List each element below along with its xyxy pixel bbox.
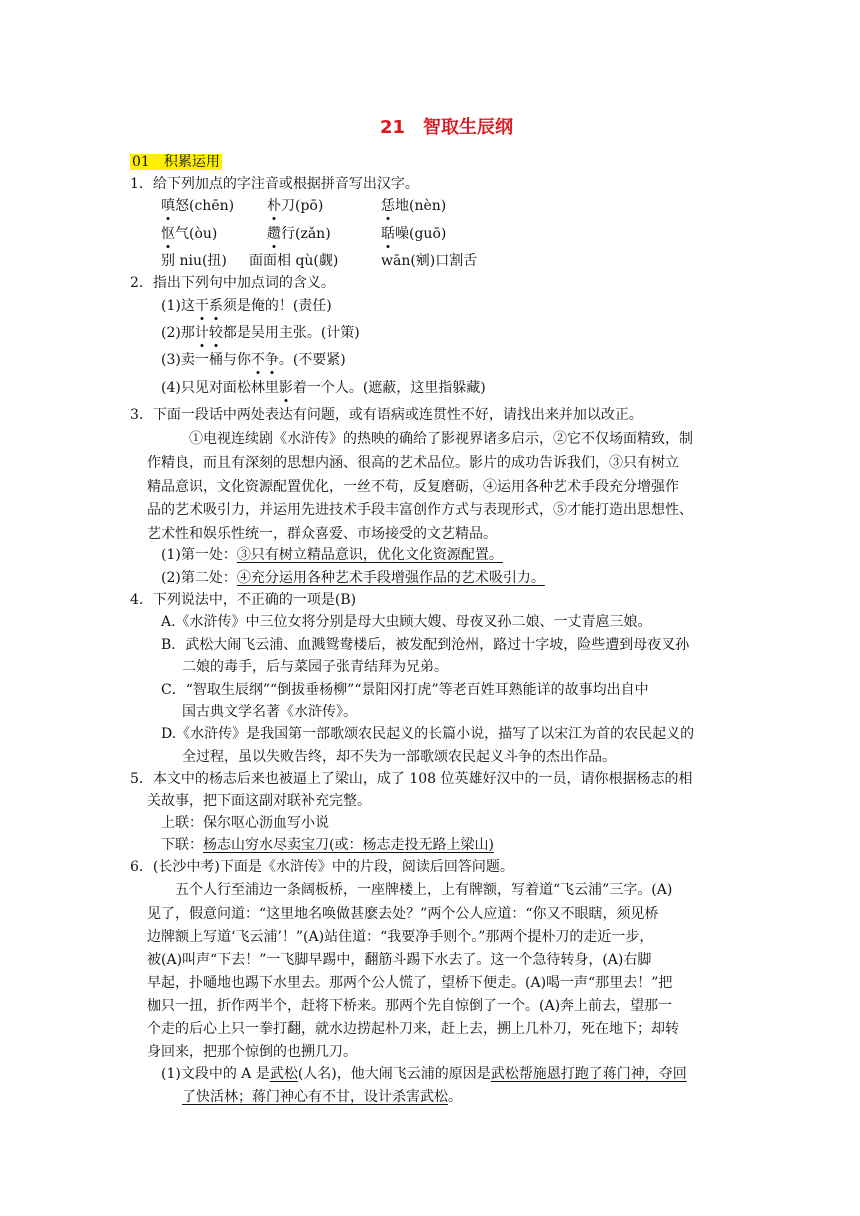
q4-option-a: A.《水浒传》中三位女将分别是母大虫顾大嫂、母夜叉孙二娘、一丈青扈三娘。 [161,614,652,630]
question-6-stem: 6．(长沙中考)下面是《水浒传》中的片段，阅读后回答问题。 [130,859,514,875]
question-5-stem: 5．本文中的杨志后来也被逼上了梁山，成了 108 位英雄好汉中的一员，请你根据杨志的相 [130,771,693,787]
q3-paragraph-line: 品的艺术吸引力，并运用先进技术手段丰富创作方式与表现形式，⑤才能打造出思想性、 [147,502,693,518]
q1-item: wān(剜)口割舌 [381,253,478,269]
q2-item: (1)这干系须是俺的！(责任) [161,298,332,314]
q6-paragraph-line: 边牌额上写道‘飞云浦’！”(A)站住道：“我要净手则个。”那两个提朴刀的走近一步， [147,929,654,945]
couplet-lower: 下联：杨志山穷水尽卖宝刀(或：杨志走投无路上梁山) [161,837,494,853]
q1-item: 别 niu(扭) [161,253,227,269]
q6-paragraph-line: 个走的后心上只一拳打翻，就水边捞起朴刀来，赶上去，搠上几朴刀，死在地下；却转 [147,1021,679,1037]
q2-item: (4)只见对面松林里影着一个人。(遮蔽，这里指躲藏) [161,380,486,396]
q3-answer-1: (1)第一处：③只有树立精品意识，优化文化资源配置。 [161,547,503,563]
q1-item: 朴刀(pō) [267,198,324,214]
q6-paragraph-line: 枷只一扭，折作两半个，赶将下桥来。那两个先自惊倒了一个。(A)奔上前去，望那一 [147,998,673,1014]
section-heading: 01 积累运用 [132,154,220,170]
q6-paragraph-line: 身回来，把那个惊倒的也搠几刀。 [147,1044,357,1060]
question-2-stem: 2．指出下列句中加点词的含义。 [130,275,335,291]
question-5-stem: 关故事，把下面这副对联补充完整。 [147,793,371,809]
question-1-stem: 1．给下列加点的字注音或根据拼音写出汉字。 [130,176,419,192]
couplet-upper: 上联：保尔呕心沥血写小说 [161,815,329,831]
q4-option-c: 国古典文学名著《水浒传》。 [182,704,357,720]
q2-item: (3)卖一桶与你不争。(不要紧) [161,352,346,368]
q3-answer-2: (2)第二处：④充分运用各种艺术手段增强作品的艺术吸引力。 [161,570,545,586]
q6-paragraph-line: 被(A)叫声“下去！”一飞脚早踢中，翻筋斗踢下水去了。这一个急待转身，(A)右脚 [147,952,652,968]
q3-paragraph-line: ①电视连续剧《水浒传》的热映的确给了影视界诸多启示，②它不仅场面精致，制 [189,431,693,447]
q4-option-b: 二娘的毒手，后与菜园子张青结拜为兄弟。 [182,659,448,675]
q1-item: 趱行(zǎn) [267,226,331,242]
q6-paragraph-line: 早起，扑嗵地也踢下水里去。那两个公人慌了，望桥下便走。(A)喝一声“那里去！”把 [147,975,673,991]
q1-item: 面面相 qù(觑) [249,253,339,269]
q4-option-b: B．武松大闹飞云浦、血溅鸳鸯楼后，被发配到沧州，路过十字坡，险些遭到母夜叉孙 [161,637,690,653]
q6-answer-1-cont: 了快活林；蒋门神心有不甘，设计杀害武松。 [182,1089,462,1105]
question-3-stem: 3．下面一段话中两处表达有问题，或有语病或连贯性不好，请找出来并加以改正。 [130,407,643,423]
q1-item: 怄气(òu) [161,226,218,242]
q1-item: 聒噪(guō) [381,226,447,242]
q2-item: (2)那计较都是吴用主张。(计策) [161,325,360,341]
q4-option-d: D.《水浒传》是我国第一部歌颂农民起义的长篇小说，描写了以宋江为首的农民起义的 [161,726,695,742]
page-title: 21 智取生辰纲 [380,117,514,138]
q6-answer-1: (1)文段中的 A 是武松(人名)，他大闹飞云浦的原因是武松帮施恩打跑了蒋门神，夺回 [161,1066,687,1082]
q4-option-c: C．“智取生辰纲”“倒拔垂杨柳”“景阳冈打虎”等老百姓耳熟能详的故事均出自中 [161,682,649,698]
q3-paragraph-line: 精品意识，文化资源配置优化，一丝不苟，反复磨砺，④运用各种艺术手段充分增强作 [147,479,679,495]
q3-paragraph-line: 作精良，而且有深刻的思想内涵、很高的艺术品位。影片的成功告诉我们，③只有树立 [147,455,679,471]
q6-paragraph-line: 五个人行至浦边一条阔板桥，一座牌楼上，上有牌额，写着道“飞云浦”三字。(A) [175,882,673,898]
q3-paragraph-line: 艺术性和娱乐性统一，群众喜爱、市场接受的文艺精品。 [147,526,497,542]
question-4-stem: 4．下列说法中，不正确的一项是(B) [130,592,357,608]
q1-item: 嗔怒(chēn) [161,198,235,214]
q1-item: 恁地(nèn) [381,198,447,214]
q4-option-d: 全过程，虽以失败告终，却不失为一部歌颂农民起义斗争的杰出作品。 [182,749,616,765]
q6-paragraph-line: 见了，假意问道：“这里地名唤做甚麽去处？”两个公人应道：“你又不眼瞎，须见桥 [147,906,659,922]
